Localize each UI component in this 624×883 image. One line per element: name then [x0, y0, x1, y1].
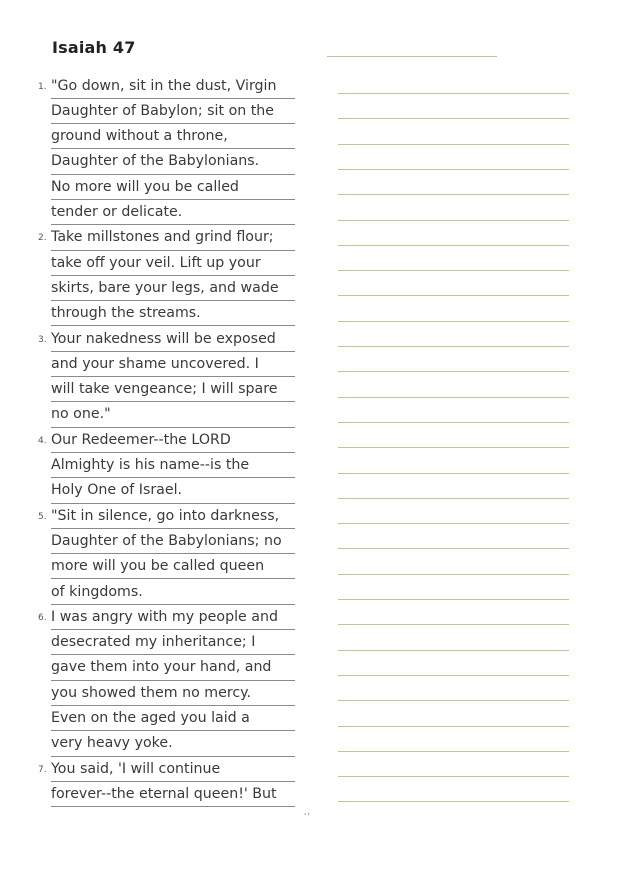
verse-line: [51, 402, 295, 427]
verse-line: [51, 478, 295, 503]
verse-line: [51, 175, 295, 200]
copy-guide-line: [338, 245, 569, 246]
copy-guide-line: [338, 270, 569, 271]
verse-line: [51, 580, 295, 605]
verse-line: [51, 731, 295, 756]
verse-number: 3.: [38, 334, 47, 345]
verse-text: you showed them no mercy.: [51, 684, 252, 701]
verse-text: of kingdoms.: [51, 583, 143, 600]
copy-guide-line: [338, 574, 569, 575]
verse-text: "Go down, sit in the dust, Virgin: [51, 77, 277, 94]
verse-text: forever--the eternal queen!' But: [51, 785, 277, 802]
verse-line: [51, 124, 295, 149]
verse-text: Daughter of the Babylonians.: [51, 153, 260, 170]
verse-text: no one.": [51, 406, 111, 423]
copy-guide-line: [338, 599, 569, 600]
title-writing-line: [327, 56, 497, 57]
verse-text: ground without a throne,: [51, 128, 228, 145]
verse-line: [38, 327, 295, 352]
copy-guide-line: [338, 346, 569, 347]
verse-line: [51, 200, 295, 225]
verse-line: [51, 529, 295, 554]
verse-text: I was angry with my people and: [51, 608, 278, 625]
verse-text: will take vengeance; I will spare: [51, 381, 278, 398]
copy-guide-line: [338, 548, 569, 549]
copy-guide-line: [338, 726, 569, 727]
verse-line: [51, 630, 295, 655]
verse-line: [51, 453, 295, 478]
verse-line: [51, 706, 295, 731]
verse-text: Daughter of Babylon; sit on the: [51, 102, 275, 119]
verse-number: 4.: [38, 435, 47, 446]
verse-text: take off your veil. Lift up your: [51, 254, 261, 271]
verse-text: Even on the aged you laid a: [51, 710, 250, 726]
verse-text: tender or delicate.: [51, 204, 183, 220]
verse-line: [51, 681, 295, 706]
verse-text: through the streams.: [51, 305, 201, 322]
verse-number: 6.: [38, 612, 47, 623]
copy-guide-line: [338, 422, 569, 423]
page-title: Isaiah 47: [52, 38, 136, 57]
copy-guide-line: [338, 700, 569, 701]
copy-guide-line: [338, 118, 569, 119]
verse-line: [38, 74, 295, 99]
copy-guide-line: [338, 675, 569, 676]
verse-line: [51, 352, 295, 377]
copy-guide-line: [338, 523, 569, 524]
verse-number: 2.: [38, 233, 47, 244]
copy-guide-line: [338, 321, 569, 322]
verse-text: Our Redeemer--the LORD: [51, 431, 231, 448]
copy-guide-line: [338, 169, 569, 170]
verse-text: No more will you be called: [51, 178, 239, 195]
verse-line: [38, 605, 295, 630]
copy-guide-line: [338, 295, 569, 296]
verse-number: 5.: [38, 511, 47, 522]
copy-guide-line: [338, 93, 569, 94]
verse-line: [38, 428, 295, 453]
verse-line: [51, 554, 295, 579]
verse-line: [51, 655, 295, 680]
copy-guide-line: [338, 371, 569, 372]
copy-guide-line: [338, 473, 569, 474]
verse-text: very heavy yoke.: [51, 735, 173, 752]
verse-text: You said, 'I will continue: [51, 760, 221, 777]
page-number: '': [304, 812, 311, 821]
verse-text: skirts, bare your legs, and wade: [51, 279, 279, 296]
verse-text: Take millstones and grind flour;: [51, 229, 274, 246]
verse-text: Daughter of the Babylonians; no: [51, 532, 282, 549]
copy-guide-line: [338, 144, 569, 145]
copy-guide-line: [338, 220, 569, 221]
verse-line: [38, 757, 295, 782]
copy-guide-line: [338, 624, 569, 625]
copy-guide-line: [338, 650, 569, 651]
verse-line: [51, 377, 295, 402]
copy-guide-line: [338, 751, 569, 752]
copy-guide-line: [338, 194, 569, 195]
verse-text: Holy One of Israel.: [51, 482, 183, 499]
verse-text: desecrated my inheritance; I: [51, 634, 256, 651]
verse-number: 1.: [38, 81, 47, 92]
verse-text: more will you be called queen: [51, 558, 265, 575]
verse-text: and your shame uncovered. I: [51, 355, 259, 372]
verse-line: [51, 99, 295, 124]
verse-text: Your nakedness will be exposed: [51, 330, 276, 347]
copy-guide-line: [338, 498, 569, 499]
verse-line: [38, 504, 295, 529]
copy-guide-line: [338, 776, 569, 777]
verse-line: [51, 149, 295, 174]
verse-text: gave them into your hand, and: [51, 659, 272, 676]
copy-guide-line: [338, 447, 569, 448]
copy-guide-line: [338, 397, 569, 398]
verse-line: [51, 251, 295, 276]
verse-number: 7.: [38, 764, 47, 775]
verse-line: [51, 276, 295, 301]
verse-line: [51, 301, 295, 326]
verse-line: [38, 225, 295, 250]
copy-guide-line: [338, 801, 569, 802]
verse-text: Almighty is his name--is the: [51, 457, 250, 473]
verse-text: "Sit in silence, go into darkness,: [51, 507, 280, 524]
verse-line: [51, 782, 295, 807]
